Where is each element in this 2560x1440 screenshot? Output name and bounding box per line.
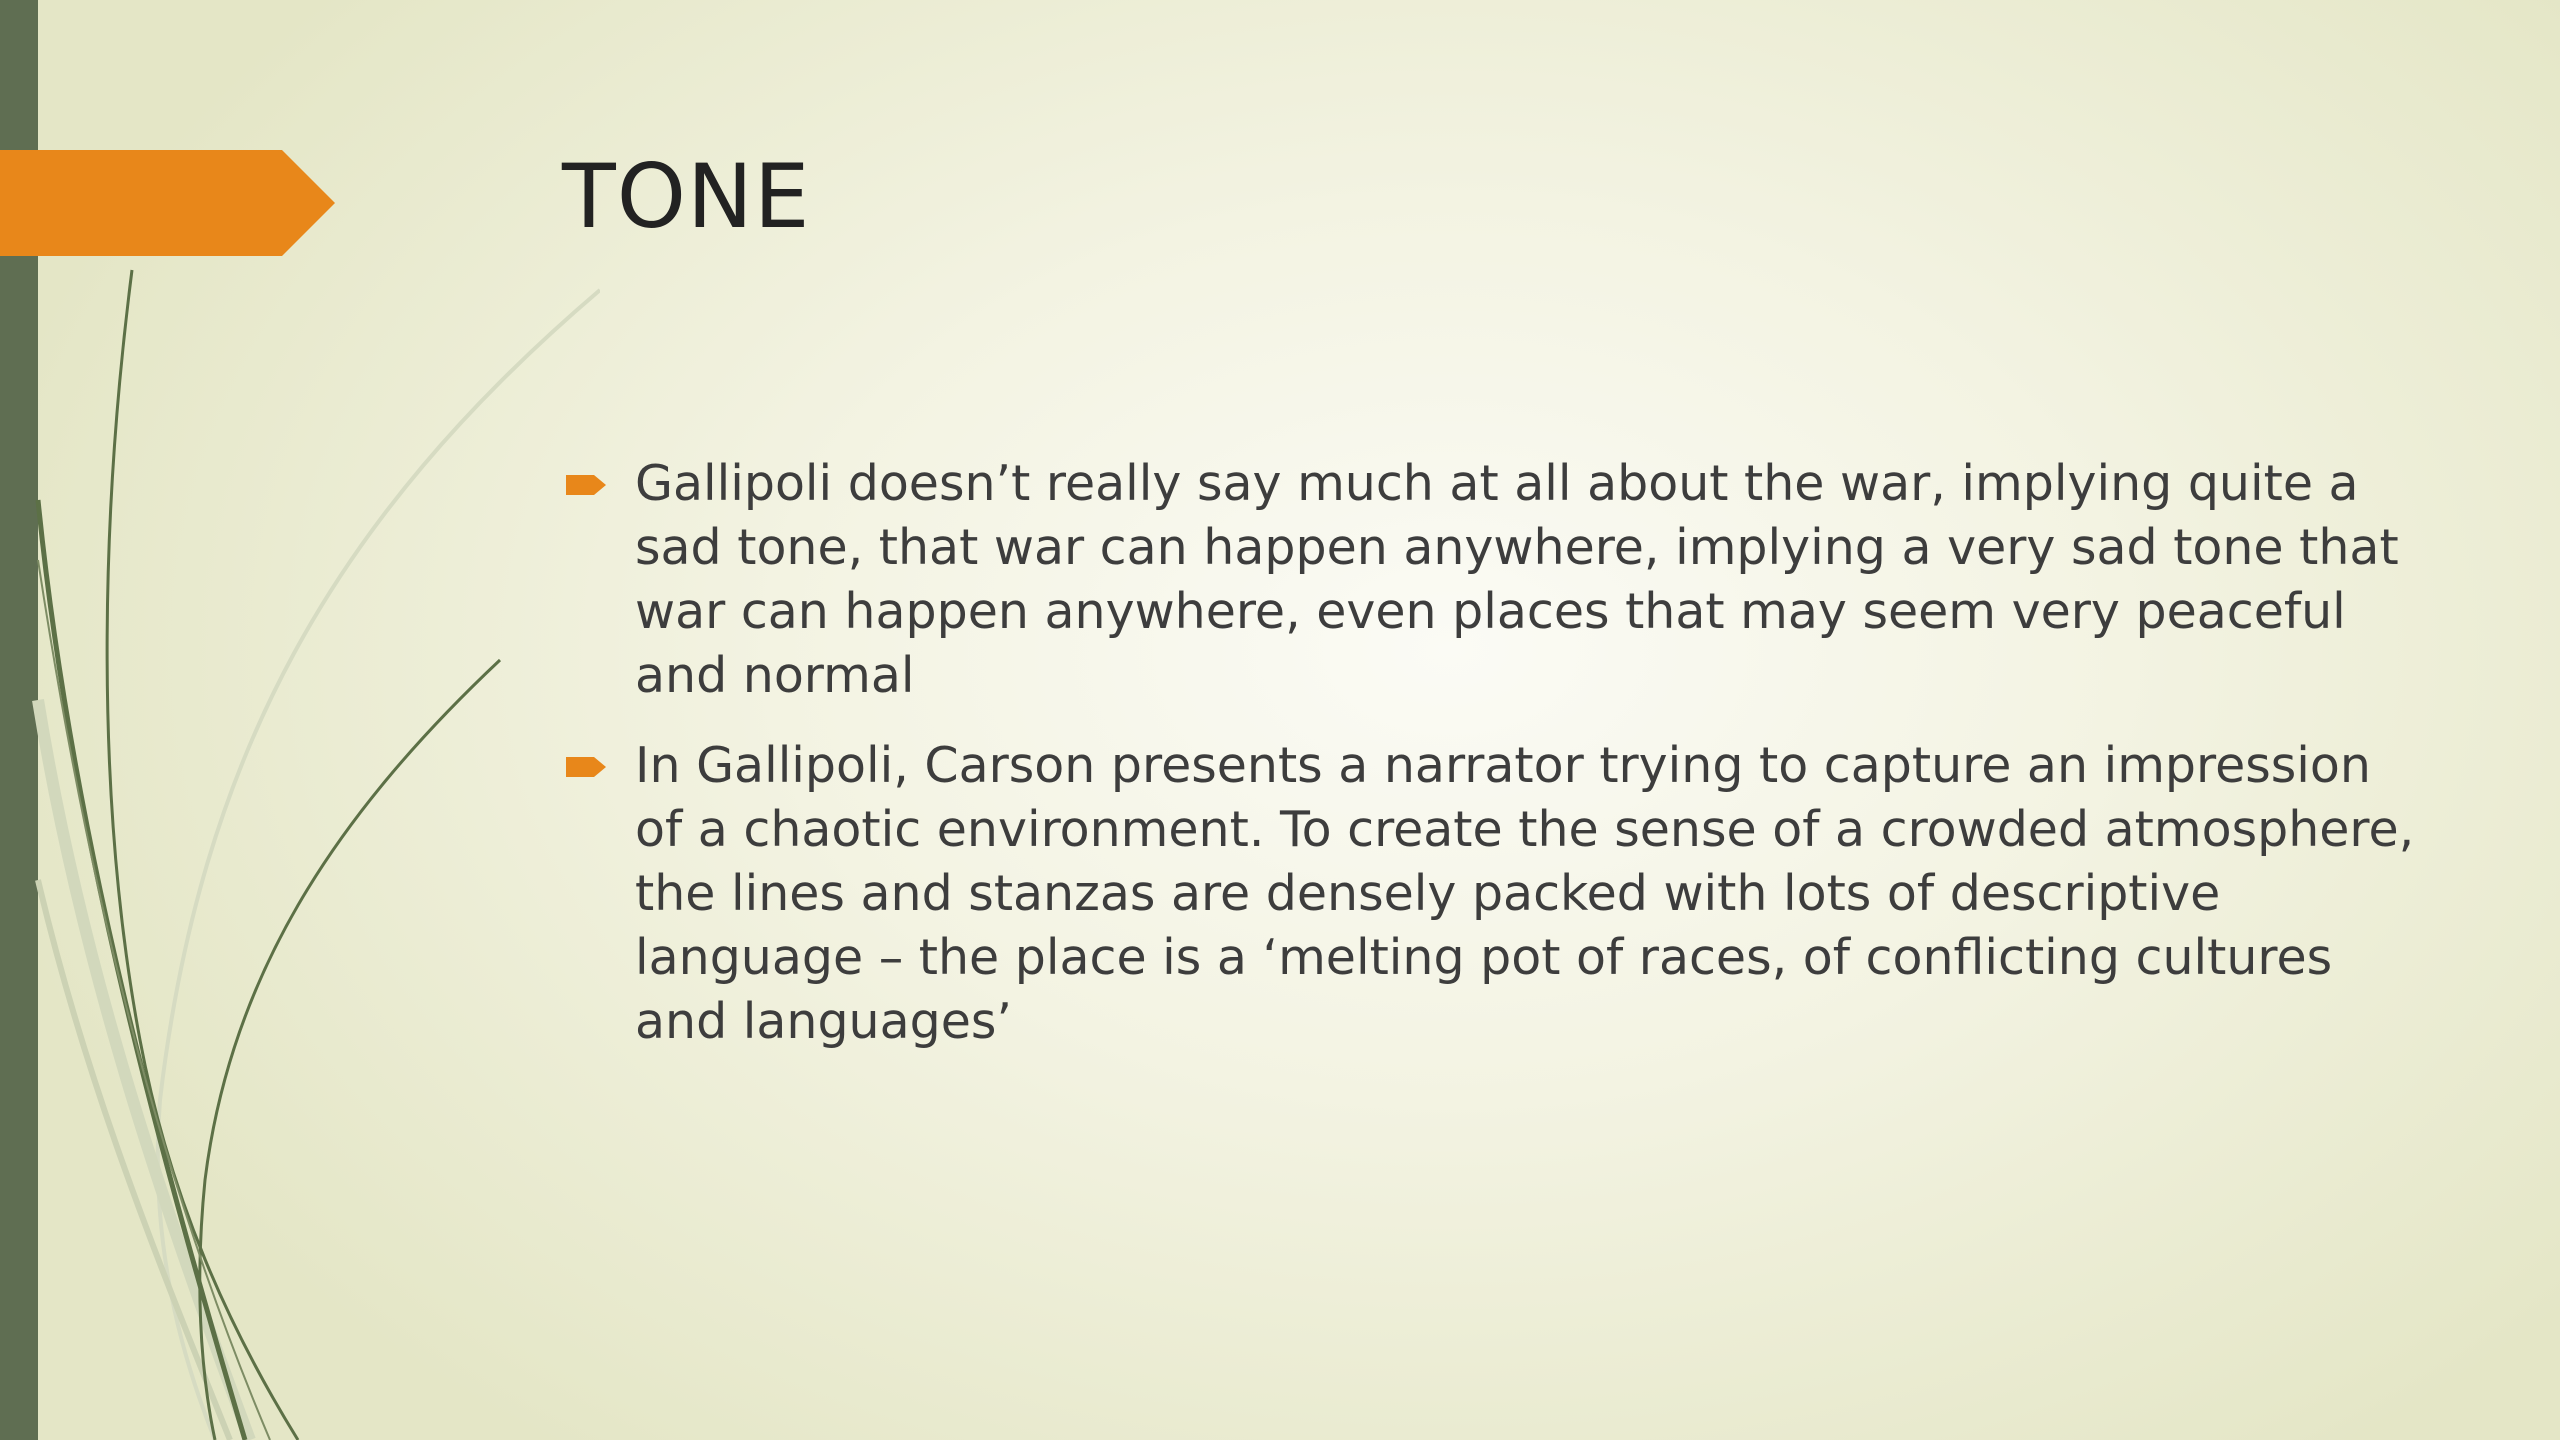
bullet-text: Gallipoli doesn’t really say much at all about the war, implying quite a sad tone, that war can happen anywhere, implying a very sad tone that war can happen anywhere, even places that may seem very peaceful and normal — [635, 455, 2399, 704]
bullet-text: In Gallipoli, Carson presents a narrator trying to capture an impression of a chaotic environment. To create the sense of a crowded atmosphere, the lines and stanzas are densely packed with lots of descriptive language – the place is a ‘melting pot of races, of conflicting cultures and languages’ — [635, 737, 2415, 1050]
arrow-bullet-icon — [566, 475, 606, 495]
bullet-list — [562, 452, 2422, 1080]
bullet-item — [562, 734, 2422, 1054]
title-accent-tab — [0, 150, 335, 256]
slide-title: TONE — [562, 145, 811, 248]
bullet-item — [562, 452, 2422, 708]
arrow-bullet-icon — [566, 757, 606, 777]
